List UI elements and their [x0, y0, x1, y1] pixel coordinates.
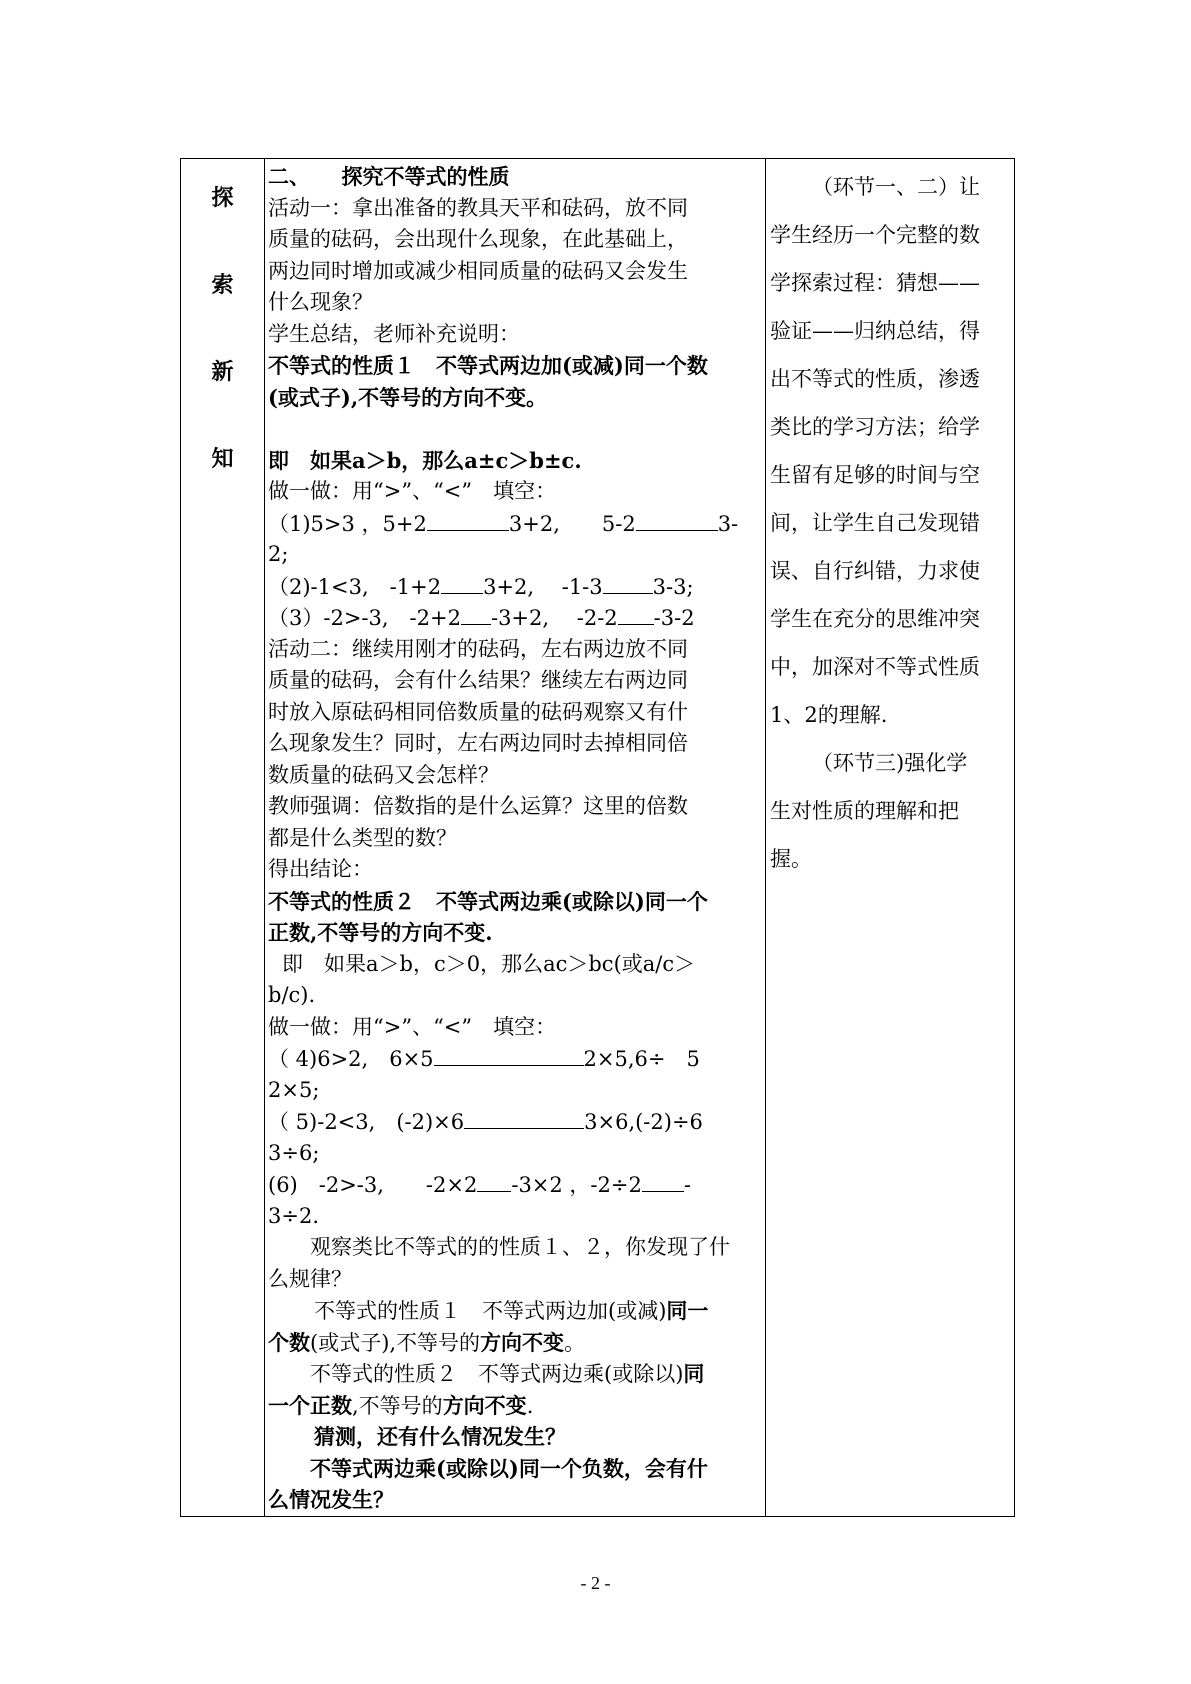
answer-blank[interactable]	[434, 1043, 584, 1066]
blank-line	[268, 413, 763, 445]
answer-blank[interactable]	[603, 571, 653, 594]
practice-two-title: 做一做：用“>”、“<” 填空：	[268, 1014, 557, 1039]
section-heading: 二、 探究不等式的性质	[268, 164, 510, 189]
note-line: 类比的学习方法；给学	[770, 415, 980, 439]
exercise-2: （2)-1<3, -1+2 3+2, -1-3 3-3;	[268, 571, 763, 603]
answer-blank[interactable]	[642, 1169, 684, 1192]
activity-two-line: 数质量的砝码又会怎样？	[268, 762, 499, 787]
answer-blank[interactable]	[477, 1169, 511, 1192]
exercise-1-cont: 2;	[268, 542, 289, 566]
lesson-table	[180, 158, 1015, 1517]
note-line: （环节一、二）让	[812, 175, 980, 199]
observe-line: 观察类比不等式的的性质１、２，你发现了什	[310, 1235, 730, 1259]
recap-property-two-cont: 一个正数,不等号的方向不变.	[268, 1392, 534, 1418]
property-one-formula: 即 如果a＞b，那么a±c＞b±c.	[268, 447, 582, 473]
stage-label-cell	[181, 159, 265, 1517]
exercise-5: （ 5)-2<3, (-2)×6 3×6,(-2)÷6	[268, 1106, 763, 1138]
note-line: 生对性质的理解和把	[770, 799, 959, 823]
note-line: （环节三)强化学	[812, 751, 968, 775]
answer-blank[interactable]	[427, 508, 509, 531]
activity-two-line: 活动二：继续用刚才的砝码，左右两边放不同	[268, 636, 688, 661]
property-two-line: 正数,不等号的方向不变.	[268, 920, 493, 945]
note-line: 出不等式的性质，渗透	[770, 367, 980, 391]
teacher-emphasis-line: 都是什么类型的数？	[268, 825, 457, 850]
stage-label-char: 新	[211, 359, 234, 385]
recap-property-one: 不等式的性质１ 不等式两边加(或减)同一	[314, 1298, 709, 1323]
activity-one-line: 活动一：拿出准备的教具天平和砝码，放不同	[268, 195, 688, 220]
answer-blank[interactable]	[461, 602, 491, 625]
activity-two-line: 么现象发生？同时，左右两边同时去掉相同倍	[268, 731, 688, 755]
activity-one-line: 质量的砝码，会出现什么现象，在此基础上，	[268, 227, 688, 251]
note-line: 误、自行纠错，力求使	[770, 559, 980, 583]
note-line: 学生经历一个完整的数	[770, 223, 980, 247]
design-notes-cell	[766, 159, 1015, 1517]
negative-number-question-cont: 么情况发生？	[268, 1487, 394, 1512]
note-line: 间，让学生自己发现错	[770, 511, 980, 535]
exercise-6-cont: 3÷2.	[268, 1203, 319, 1228]
exercise-3: （3）-2>-3, -2+2 -3+2, -2-2 -3-2	[268, 602, 763, 634]
observe-line: 么规律？	[268, 1266, 352, 1291]
practice-one-title: 做一做：用“>”、“<” 填空：	[268, 479, 557, 503]
conclusion-intro: 得出结论：	[268, 857, 373, 881]
table-row	[181, 159, 1015, 1517]
note-line: 学探索过程：猜想——	[770, 271, 980, 295]
teacher-emphasis-line: 教师强调：倍数指的是什么运算？这里的倍数	[268, 794, 688, 818]
property-one-line: 不等式的性质１ 不等式两边加(或减)同一个数	[268, 353, 708, 378]
stage-label-char: 探	[211, 185, 234, 211]
exercise-6: (6) -2>-3, -2×2 -3×2 ，-2÷2 -	[268, 1169, 763, 1201]
stage-label-char: 索	[211, 272, 234, 298]
property-two-formula: 即 如果a＞b，c＞0，那么ac＞bc(或a/c＞	[282, 951, 696, 976]
answer-blank[interactable]	[464, 1106, 584, 1129]
page-number: - 2 -	[580, 1573, 611, 1593]
exercise-4-cont: 2×5;	[268, 1077, 320, 1102]
negative-number-question: 不等式两边乘(或除以)同一个负数，会有什	[310, 1455, 708, 1481]
answer-blank[interactable]	[441, 571, 483, 594]
teaching-content-cell	[265, 159, 766, 1517]
note-line: 1、2的理解.	[770, 703, 888, 727]
recap-property-two: 不等式的性质２ 不等式两边乘(或除以)同	[310, 1361, 705, 1386]
answer-blank[interactable]	[618, 602, 654, 625]
recap-property-one-cont: 个数(或式子),不等号的方向不变。	[268, 1329, 586, 1355]
activity-two-line: 质量的砝码，会有什么结果？继续左右两边同	[268, 668, 688, 692]
activity-two-line: 时放入原砝码相同倍数质量的砝码观察又有什	[268, 699, 688, 724]
note-line: 验证——归纳总结，得	[770, 319, 980, 343]
activity-one-line: 什么现象？	[268, 290, 373, 314]
note-line: 生留有足够的时间与空	[770, 463, 980, 487]
note-line: 中，加深对不等式性质	[770, 655, 980, 679]
property-one-line: (或式子),不等号的方向不变。	[268, 384, 548, 410]
stage-label-char: 知	[211, 446, 234, 472]
answer-blank[interactable]	[636, 508, 718, 531]
exercise-1: （1)5>3 ，5+2 3+2, 5-2 3-	[268, 508, 763, 540]
exercise-4: （ 4)6>2, 6×5 2×5,6÷ 5	[268, 1043, 763, 1075]
activity-one-line: 两边同时增加或减少相同质量的砝码又会发生	[268, 258, 688, 283]
summary-intro: 学生总结，老师补充说明：	[268, 321, 520, 346]
exercise-5-cont: 3÷6;	[268, 1140, 320, 1165]
guess-line: 猜测，还有什么情况发生？	[314, 1424, 566, 1449]
note-line: 握。	[770, 847, 812, 871]
property-two-line: 不等式的性质２ 不等式两边乘(或除以)同一个	[268, 888, 708, 914]
property-two-formula-cont: b/c).	[268, 983, 316, 1007]
note-line: 学生在充分的思维冲突	[770, 607, 980, 631]
